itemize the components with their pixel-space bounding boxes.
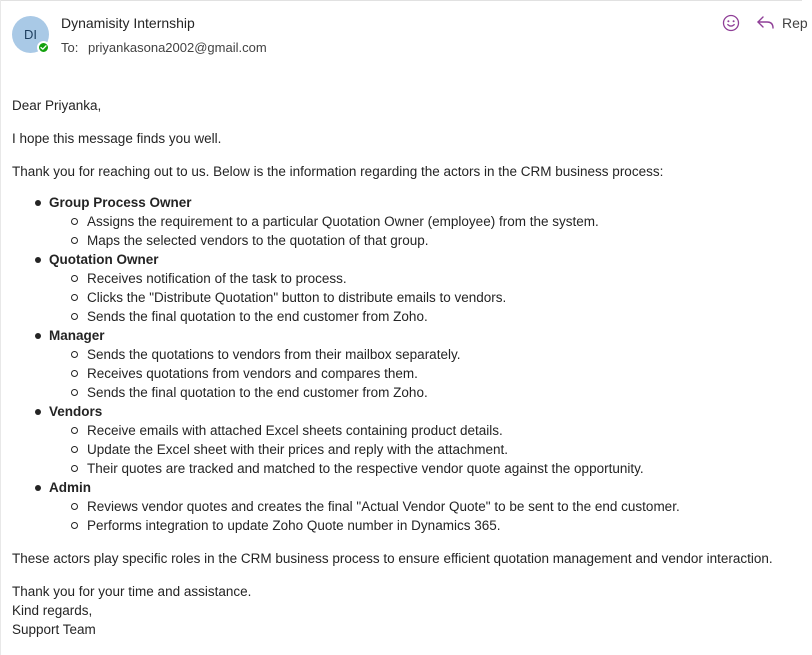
duty-item: Clicks the "Distribute Quotation" button to distribute emails to vendors. xyxy=(49,288,812,307)
actors-list xyxy=(12,193,812,535)
thanks-line: Thank you for your time and assistance. xyxy=(12,584,252,599)
duty-item: Assigns the requirement to a particular Quotation Owner (employee) from the system. xyxy=(49,212,812,231)
greeting: Dear Priyanka, xyxy=(12,98,102,113)
opening-line: I hope this message finds you well. xyxy=(12,131,222,146)
duty-item: Sends the final quotation to the end customer from Zoho. xyxy=(49,383,812,402)
duty-item: Sends the quotations to vendors from their mailbox separately. xyxy=(49,345,812,364)
actor-role: Quotation Owner xyxy=(49,252,159,267)
duties-list xyxy=(49,212,812,250)
duty-item: Performs integration to update Zoho Quote number in Dynamics 365. xyxy=(49,516,812,535)
actor-role: Admin xyxy=(49,480,91,495)
closing-line: Kind regards, xyxy=(12,603,93,618)
duty-item: Update the Excel sheet with their prices and reply with the attachment. xyxy=(49,440,812,459)
intro-line: Thank you for reaching out to us. Below is the information regarding the actors in the CRM business process: xyxy=(12,164,664,179)
reaction-button[interactable] xyxy=(721,13,741,33)
actor-item xyxy=(12,250,812,326)
duties-list xyxy=(49,345,812,402)
duties-list xyxy=(49,421,812,478)
sender-name[interactable]: Dynamisity Internship xyxy=(61,15,195,31)
actor-role: Manager xyxy=(49,328,105,343)
signature: Support Team xyxy=(12,622,96,637)
actor-item xyxy=(12,326,812,402)
smiley-icon xyxy=(721,13,741,33)
actor-item xyxy=(12,402,812,478)
reply-label: Rep xyxy=(782,15,808,31)
duty-item: Reviews vendor quotes and creates the final "Actual Vendor Quote" to be sent to the end customer. xyxy=(49,497,812,516)
message-header xyxy=(0,0,808,80)
reply-icon xyxy=(756,15,776,31)
recipient-address[interactable]: priyankasona2002@gmail.com xyxy=(87,40,267,55)
presence-available-icon xyxy=(37,41,50,54)
duty-item: Their quotes are tracked and matched to the respective vendor quote against the opportunity. xyxy=(49,459,812,478)
duty-item: Receives quotations from vendors and compares them. xyxy=(49,364,812,383)
actor-role: Group Process Owner xyxy=(49,195,192,210)
actor-role: Vendors xyxy=(49,404,103,419)
duty-item: Sends the final quotation to the end customer from Zoho. xyxy=(49,307,812,326)
duties-list xyxy=(49,497,812,535)
recipient-line xyxy=(61,40,267,55)
sender-avatar[interactable]: DI xyxy=(12,16,49,53)
duties-list xyxy=(49,269,812,326)
message-body xyxy=(12,96,812,639)
duty-item: Receive emails with attached Excel sheets containing product details. xyxy=(49,421,812,440)
to-label: To: xyxy=(61,40,79,55)
duty-item: Maps the selected vendors to the quotation of that group. xyxy=(49,231,812,250)
actor-item xyxy=(12,478,812,535)
summary-line: These actors play specific roles in the CRM business process to ensure efficient quotation management and vendor interaction. xyxy=(12,551,773,566)
duty-item: Receives notification of the task to process. xyxy=(49,269,812,288)
actor-item xyxy=(12,193,812,250)
